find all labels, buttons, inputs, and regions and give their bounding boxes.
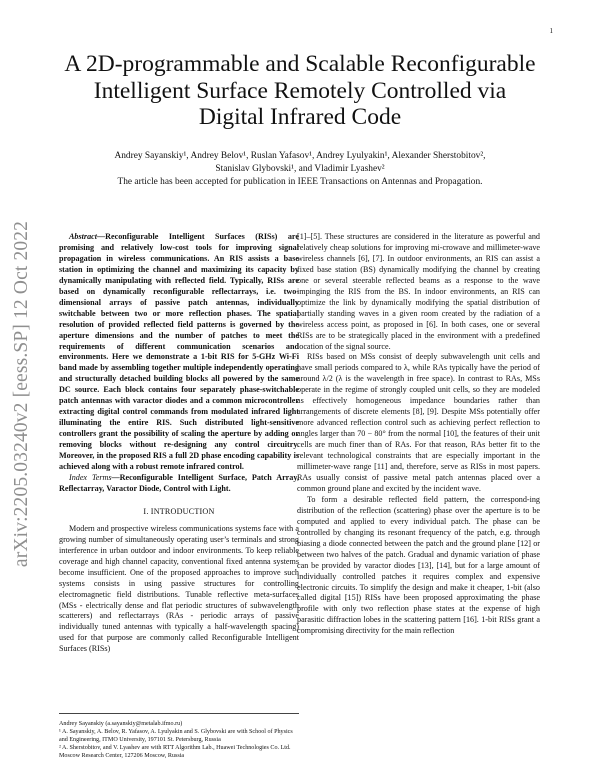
abstract-text: —Reconfigurable Intelligent Surfaces (RISs) are promising and relatively low-cost tools for improving signal propagation in wireless communications. An RIS assists a base station in optimizing the channel and maximizing its capacity by dynamically manipulating with reflected field. Typically, RISs are based on dynamically reconfigurable reflectarrays, i.e. two-dimensional arrays of passive patch antennas, individually switchable between two or more reflection phases. The spatial resolution of provided reflected field patterns is governed by the aperture dimensions and the number of patches to meet the requirements of different communication scenarios and environments. Here we demonstrate a 1-bit RIS for 5-GHz Wi-Fi band made by assembling together multiple independently operating and structurally detached building blocks all powered by the same DC source. Each block contains four separately phase-switchable patch antennas with varactor diodes and a common microcontroller extracting digital control commands from modulated infrared light illuminating the entire RIS. Such distributed light-sensitive controllers grant the possibility of scaling the aperture by adding or removing blocks without re-designing any control circuitry. Moreover, in the proposed RIS a full 2D phase encoding capability is achieved along with a robust remote infrared control. [59,232,299,472]
abstract [59,232,299,473]
footnotes [59,713,299,760]
authors-line-1: Andrey Sayanskiy¹, Andrey Belov¹, Ruslan Yafasov¹, Andrey Lyulyakin¹, Alexander Sherstobitov², [114,151,486,161]
index-terms [59,473,299,495]
right-column [297,232,540,637]
body-paragraph: [1]–[5]. These structures are considered in the literature as powerful and relatively cheap solutions for improving mi-crowave and millimeter-wave wireless channels [6], [7]. In outdoor environments, an RIS can assist a fixed base station (BS) dynamically modifying the channel by creating one or several steerable reflected beams as a response to the wave impinging the RIS from the BS. In indoor environments, an RIS can optimize the link by dynamically modifying the spatial distribution of partially standing waves in a given room created by the radiation of a wireless access point, as proposed in [6]. In both cases, one or several RISs are to be strategically placed in the environment with a predefined location of the signal source. [297,232,540,351]
index-terms-label: Index Terms [69,472,112,482]
left-column [59,232,299,655]
arxiv-id: arXiv:2205.03240v2 [eess.SP] 12 Oct 2022 [11,220,32,568]
author-list [60,150,540,176]
authors-line-2: Stanislav Glybovski¹, and Vladimir Lyashev² [215,164,385,174]
abstract-label: Abstract [69,232,97,241]
body-paragraph: RISs based on MSs consist of deeply subwavelength unit cells and have small periods compared to λ, while RAs typically have the period of around λ/2 (λ is the wavelength in free space). In contrast to RAs, MSs operate in the regime of strongly coupled unit cells, so they are modeled as effectively homogeneous impedance boundaries rather than arrangements of discrete elements [8], [9]. Despite MSs potentially offer more advanced reflection control such as achieving perfect reflection to angles larger than 70 − 80° from the normal [10], the features of their unit cells are much finer than of RAs. For that reason, RAs better fit to the relevant technological constraints that are especially important in the millimeter-wave range [11] and, therefore, serve as RISs in most papers. RAs usually consist of passive metal patch antennas placed over a common ground plane and excited by the incident wave. [297,352,540,493]
body-paragraph: To form a desirable reflected field pattern, the correspond-ing distribution of the reflection (scattering) phase over the aperture is to be computed and applied to every individual patch. The phase can be controlled by changing its resonant frequency of the patch, e.g. through biasing a diode connected between the patch and the ground plane [12] or between two halves of the patch. Gradual and dynamic variation of phase can be provided by varactor diodes [13], [14], but for a large amount of individually controlled patches it requires complex and expensive electronic circuits. To simplify the design and make it cheaper, 1-bit (also called digital [15]) RISs have been proposed approximating the phase profile with only two reflection phase states at the expense of high parasitic diffraction lobes in the scattering pattern [16]. 1-bit RISs grant a compromising directivity for the main reflection [297,494,540,636]
footnote-affiliation-2: ² A. Sherstobitov, and V. Lyashev are with RTT Algorithm Lab., Huawei Technologies Co. Ltd. Moscow Research Center, 127206 Moscow, Russia [59,745,291,759]
paper-title: A 2D-programmable and Scalable Reconfigurable Intelligent Surface Remotely Controlled via Digital Infrared Code [64,51,536,130]
footnote-contact: Andrey Sayanskiy (a.sayanskiy@metalab.ifmo.ru) [59,721,183,727]
section-heading-introduction: I. INTRODUCTION [143,506,215,516]
index-terms-text: —Reconfigurable Intelligent Surface, Patch Array, Reflectarray, Varactor Diode, Control with Light. [59,472,299,493]
arxiv-sidebar-stamp [2,214,42,574]
intro-paragraph: Modern and prospective wireless communications systems face with a growing number of simultaneously operating user’s terminals and strong interference in urban outdoor and indoor environments. To keep reliable coverage and high channel capacity, conventional fixed antenna systems become insufficient. One of the proposed approaches to improve such systems consists in using passive structures for controlling electromagnetic field distributions. Tunable reflective meta-surfaces (MSs - electrically dense and flat periodic structures of subwavelength scatterers) and reflectarrays (RAs - periodic arrays of passive individually tuned antennas with typically a half-wavelength spacing) used for that purpose are commonly called Reconfigurable Intelligent Surfaces (RISs) [59,523,299,654]
acceptance-note: The article has been accepted for publication in IEEE Transactions on Antennas and Propagation. [117,177,483,187]
footnote-affiliation-1: ¹ A. Sayanskiy, A. Belov, R. Yafasov, A. Lyulyakin and S. Glybovski are with School of Physics and Engineering, ITMO University, 197101 St. Petersburg, Russia [59,729,293,743]
page-number: 1 [549,27,553,35]
